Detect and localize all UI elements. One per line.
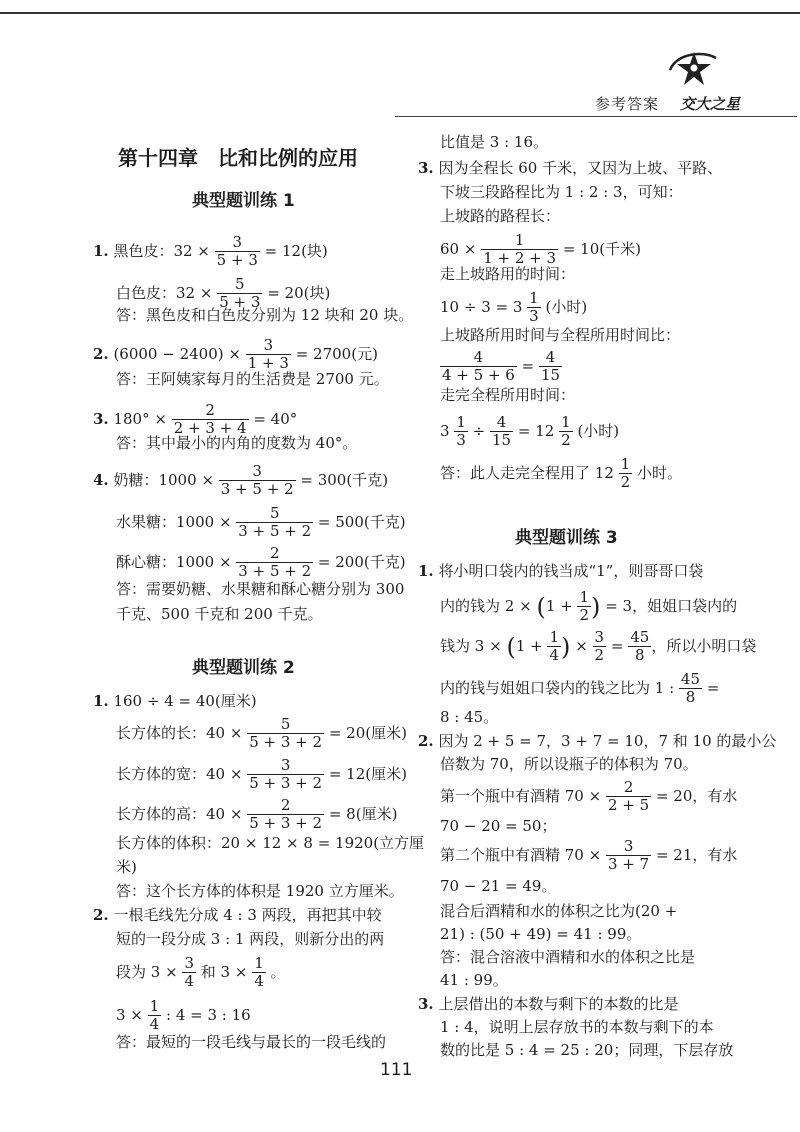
- expr-text: ×: [575, 636, 588, 655]
- expr-text: 第二个瓶中有酒精 70 ×: [440, 845, 602, 864]
- s2-q1-answer: 答：这个长方体的体积是 1920 立方厘米。: [116, 882, 404, 900]
- s3-q2-line-6: 70 − 21 = 49。: [440, 877, 557, 895]
- s2-q2-line-4: [116, 998, 251, 1034]
- expr-text: 内的钱与姐姐口袋内的钱之比为 1 :: [440, 678, 675, 697]
- fraction: $\frac{5}{3 + 5 + 2}$: [238, 504, 312, 541]
- fraction: $\frac{3}{3 + 7}$: [607, 837, 650, 874]
- fraction: $\frac{3}{5 + 3 + 2}$: [249, 756, 323, 793]
- s1-q3-answer: 答：其中最小的内角的度数为 40°。: [116, 434, 358, 452]
- s3-q3-line-2: 1 : 4，说明上层存放书的本数与剩下的本: [440, 1018, 714, 1036]
- q-number: 4.: [93, 470, 109, 489]
- expr-text: 180° ×: [113, 409, 167, 428]
- expr-text: = 20(厘米): [328, 723, 407, 742]
- s1-q4-line-b: [116, 505, 406, 541]
- expr-text: 因为 2 + 5 = 7，3 + 7 = 10，7 和 10 的最小公: [438, 732, 777, 750]
- s3-q1-line-3: 钱为 3 × (1 + $\frac{1}{4}$ ) × $\frac{3}{2}$ = $\frac{45}{8}$ ，所以小明口袋: [440, 628, 757, 665]
- section-title-1: 典型题训练 1: [192, 191, 295, 211]
- fraction: $\frac{5}{5 + 3}$: [219, 275, 261, 312]
- fraction: $\frac{1}{4}$: [549, 628, 560, 665]
- expr-text: 将小明口袋内的钱当成“1”，则哥哥口袋: [438, 562, 704, 580]
- s3-q2-line-10: 41 : 99。: [440, 971, 508, 989]
- expr-text: 奶糖：1000 ×: [113, 470, 214, 489]
- q-number: 1.: [418, 562, 434, 580]
- s3-q2-line-4: 70 − 20 = 50；: [440, 817, 557, 835]
- s1-q1-answer: 答：黑色皮和白色皮分别为 12 块和 20 块。: [116, 306, 414, 324]
- q-number: 2.: [93, 344, 109, 363]
- expr-text: 长方体的长：40 ×: [116, 723, 243, 742]
- expr-text: =: [706, 678, 720, 697]
- expr-text: 答：此人走完全程用了 12: [440, 463, 614, 482]
- s1-q4-answer-1: 答：需要奶糖、水果糖和酥心糖分别为 300: [116, 580, 405, 598]
- s1-q4-answer-2: 千克、500 千克和 200 千克。: [116, 605, 323, 623]
- header-rule: [395, 116, 797, 117]
- fraction: $\frac{3}{3 + 5 + 2}$: [220, 462, 294, 499]
- s3-q2-line-7: 混合后酒精和水的体积之比为(20 +: [440, 902, 678, 920]
- fraction: $\frac{2}{2 + 3 + 4}$: [173, 401, 247, 438]
- fraction: $\frac{1}{2}$: [620, 455, 631, 492]
- s3-q2-line-3: [440, 779, 737, 815]
- expr-text: 长方体的宽：40 ×: [116, 764, 243, 783]
- r-q3-line-6: 走完全程所用时间：: [440, 386, 576, 404]
- q-number: 3.: [418, 995, 434, 1013]
- expr-text: = 12(块): [264, 241, 328, 260]
- s3-q1-line-5: 8 : 45。: [440, 708, 499, 726]
- expr-text: 白色皮：32 ×: [116, 283, 213, 302]
- expr-text: = 3，姐姐口袋内的: [605, 596, 738, 615]
- s3-q2-line-9: 答：混合溶液中酒精和水的体积之比是: [440, 948, 696, 966]
- expr-text: 上层借出的本数与剩下的本数的比是: [438, 995, 679, 1013]
- r-q3-line-4: 走上坡路用的时间：: [440, 265, 576, 283]
- expr-text: 段为 3 ×: [116, 962, 178, 981]
- expr-text: 第一个瓶中有酒精 70 ×: [440, 786, 602, 805]
- s2-q2-line-3: [116, 955, 286, 991]
- expr-text: = 10(千米): [562, 239, 641, 258]
- fraction: $\frac{4}{15}$: [540, 348, 561, 385]
- expr-text: 钱为 3 ×: [440, 636, 502, 655]
- expr-text: 3 ×: [116, 1005, 143, 1024]
- expr-text: 60 ×: [440, 239, 477, 258]
- fraction: $\frac{1}{3}$: [529, 289, 539, 326]
- s2-q1-vol-2: 米): [116, 858, 137, 876]
- expr-text: = 12(厘米): [328, 764, 407, 783]
- fraction: $\frac{45}{8}$: [680, 670, 701, 707]
- s3-q1-line-4: [440, 671, 719, 707]
- fraction: $\frac{3}{2}$: [594, 628, 605, 665]
- r-q3-line-5: 上坡路所用时间与全程所用时间比：: [440, 326, 681, 344]
- fraction: $\frac{1}{4}$: [149, 997, 160, 1034]
- expr-text: 160 ÷ 4 = 40(厘米): [113, 692, 257, 710]
- fraction: $\frac{4}{15}$: [492, 413, 512, 450]
- expr-text: = 20(块): [267, 283, 331, 302]
- s2-q1-line-b: [116, 757, 407, 793]
- expr-text: 3: [440, 421, 450, 440]
- s2-q2-line-2: 短的一段分成 3 : 1 两段，则新分出的两: [116, 930, 385, 948]
- s2-q2-line-1: [93, 908, 382, 923]
- header-brand: 交大之星: [680, 95, 741, 113]
- fraction: $\frac{1}{4}$: [254, 954, 264, 991]
- q-number: 3.: [93, 409, 109, 428]
- s3-q2-line-1: [418, 734, 776, 749]
- expr-text: 水果糖：1000 ×: [116, 512, 232, 531]
- s2-q1-vol-1: 长方体的体积：20 × 12 × 8 = 1920(立方厘: [116, 834, 425, 852]
- expr-text: 酥心糖：1000 ×: [116, 552, 232, 571]
- s2-q1-line-a: [116, 716, 407, 752]
- expr-text: = 12: [517, 421, 555, 440]
- s1-q2-answer: 答：王阿姨家每月的生活费是 2700 元。: [116, 370, 389, 388]
- top-border: [0, 12, 800, 14]
- fraction: $\frac{1}{1 + 2 + 3}$: [483, 231, 557, 268]
- fraction: $\frac{3}{4}$: [184, 954, 194, 991]
- q-number: 2.: [93, 906, 109, 924]
- star-logo-icon: [662, 48, 722, 94]
- s2-q1-line-c: [116, 797, 397, 833]
- expr-text: 1 +: [515, 636, 543, 655]
- expr-text: = 8(厘米): [328, 804, 398, 823]
- s1-q4-line-c: [116, 545, 406, 581]
- fraction: $\frac{2}{2 + 5}$: [607, 778, 650, 815]
- expr-text: = 21，有水: [655, 845, 738, 864]
- expr-text: = 200(千克): [317, 552, 406, 571]
- header-label: 参考答案: [595, 95, 660, 113]
- expr-text: 内的钱为 2 ×: [440, 596, 532, 615]
- fraction: $\frac{1}{2}$: [579, 588, 590, 625]
- expr-text: 和 3 ×: [200, 962, 248, 981]
- expr-text: 10 ÷ 3 = 3: [440, 297, 523, 316]
- expr-text: =: [521, 356, 535, 375]
- s3-q3-line-1: [418, 997, 678, 1012]
- r-q3-expr-3: [440, 349, 562, 385]
- continued-text: 比值是 3 : 16。: [440, 133, 548, 151]
- expr-text: 长方体的高：40 ×: [116, 804, 243, 823]
- s1-q1-line-a: [93, 234, 328, 270]
- fraction: $\frac{45}{8}$: [630, 628, 650, 665]
- fraction: $\frac{1}{2}$: [561, 413, 571, 450]
- r-q3-answer: [440, 456, 682, 492]
- fraction: $\frac{4}{4 + 5 + 6}$: [442, 348, 515, 385]
- s2-q1-line-1: [93, 694, 257, 709]
- expr-text: (小时): [577, 421, 620, 440]
- expr-text: 1 +: [545, 596, 573, 615]
- expr-text: = 20，有水: [655, 786, 738, 805]
- fraction: $\frac{3}{5 + 3}$: [216, 233, 258, 270]
- q-number: 2.: [418, 732, 434, 750]
- s3-q2-line-5: [440, 838, 737, 874]
- r-q3-expr-4: [440, 414, 619, 450]
- expr-text: 因为全程长 60 千米，又因为上坡、平路、: [438, 159, 723, 177]
- expr-text: = 300(千克): [300, 470, 389, 489]
- expr-text: 。: [270, 962, 286, 981]
- fraction: $\frac{5}{5 + 3 + 2}$: [249, 715, 323, 752]
- fraction: $\frac{3}{1 + 3}$: [247, 336, 289, 373]
- s3-q1-line-2: 内的钱为 2 × (1 + $\frac{1}{2}$ ) = 3，姐姐口袋内的: [440, 588, 738, 625]
- fraction: $\frac{1}{3}$: [456, 413, 466, 450]
- expr-text: : 4 = 3 : 16: [166, 1005, 251, 1024]
- r-q3-line-1: [418, 161, 722, 176]
- expr-text: = 2700(元): [295, 344, 378, 363]
- s3-q1-line-1: [418, 564, 703, 579]
- s2-q2-answer: 答：最短的一段毛线与最长的一段毛线的: [116, 1033, 387, 1051]
- s1-q3-line: [93, 402, 297, 438]
- expr-text: 一根毛线先分成 4 : 3 两段，再把其中较: [113, 906, 382, 924]
- expr-text: ，所以小明口袋: [651, 636, 757, 655]
- expr-text: = 500(千克): [317, 512, 406, 531]
- fraction: $\frac{2}{3 + 5 + 2}$: [238, 544, 312, 581]
- expr-text: ÷: [472, 421, 486, 440]
- q-number: 1.: [93, 241, 109, 260]
- r-q3-line-2: 下坡三段路程比为 1 : 2 : 3，可知：: [440, 183, 683, 201]
- s3-q3-line-3: 数的比是 5 : 4 = 25 : 20；同理，下层存放: [440, 1041, 734, 1059]
- r-q3-expr-1: [440, 232, 641, 268]
- expr-text: =: [610, 636, 624, 655]
- r-q3-line-3: 上坡路的路程长：: [440, 207, 561, 225]
- q-number: 1.: [93, 692, 109, 710]
- chapter-title: 第十四章 比和比例的应用: [118, 146, 358, 170]
- expr-text: 小时。: [636, 463, 682, 482]
- s3-q2-line-8: 21) : (50 + 49) = 41 : 99。: [440, 925, 642, 943]
- fraction: $\frac{2}{5 + 3 + 2}$: [249, 796, 323, 833]
- expr-text: 黑色皮：32 ×: [113, 241, 210, 260]
- r-q3-expr-2: [440, 290, 587, 326]
- expr-text: (小时): [545, 297, 588, 316]
- section-title-3: 典型题训练 3: [515, 528, 618, 548]
- q-number: 3.: [418, 159, 434, 177]
- expr-text: (6000 − 2400) ×: [113, 344, 241, 363]
- s1-q2-line: [93, 337, 378, 373]
- s3-q2-line-2: 倍数为 70，所以设瓶子的体积为 70。: [440, 755, 698, 773]
- section-title-2: 典型题训练 2: [192, 658, 295, 678]
- s1-q4-line-a: [93, 463, 388, 499]
- expr-text: = 40°: [253, 409, 298, 428]
- page-number: 111: [380, 1060, 413, 1080]
